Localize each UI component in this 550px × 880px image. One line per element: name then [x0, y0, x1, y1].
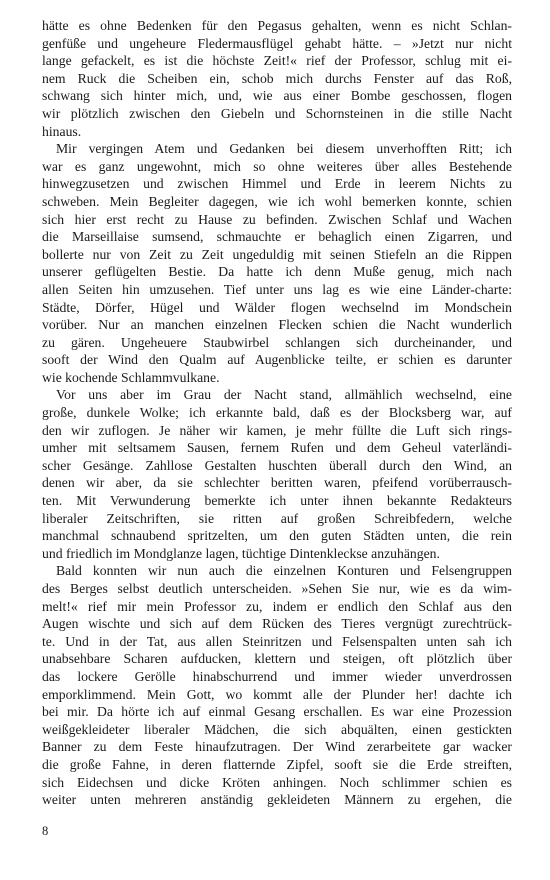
text-line: des Berges selbst deutlich unterscheiden. »Sehen Sie nur, wie es da wim- — [42, 581, 512, 596]
text-line: hätte es ohne Bedenken für den Pegasus gehalten, wenn es nicht Schlan- — [42, 18, 512, 33]
text-line: schweben. Mein Begleiter dagegen, wie ich wohl bemerken konnte, schien — [42, 193, 512, 209]
text-line: scher Gesänge. Zahllose Gestalten huschten überall durch den Wind, an — [42, 457, 512, 473]
text-line: weiter unten mehreren anständig gekleideten Männern zu ergehen, die — [42, 792, 512, 808]
text-line: das lockere Gerölle hinabschurrend und immer wieder unverdrossen — [42, 668, 512, 684]
text-line: te. Und in der Tat, aus allen Steinritzen und Felsenspalten unten sah ich — [42, 633, 512, 649]
text-line: wie kochende Schlammvulkane. — [42, 369, 220, 385]
text-line: melt!« rief mir mein Professor zu, indem er endlich den Schlaf aus den — [42, 598, 512, 614]
text-line: liberaler Zeitschriften, sie ritten auf großen Schreibfedern, welche — [42, 510, 512, 526]
text-line: sich hier erst recht zu Hause zu befinden. Zwischen Schlaf und Wachen — [42, 211, 512, 227]
text-line: zu gären. Ungeheuere Staubwirbel schlangen sich durcheinander, und — [42, 334, 512, 350]
text-line: weißgekleideter liberaler Mädchen, die sich abquälten, einen gestickten — [42, 721, 512, 737]
text-line: bollerte nur von Zeit zu Zeit ungeduldig mit seinen Stiefeln an die Rippen — [42, 246, 512, 262]
text-line: die große Fahne, in deren flatternde Zipfel, sooft sie die Erde streiften, — [42, 756, 512, 772]
text-line: den wir zuflogen. Je näher wir kamen, je mehr füllte die Luft sich rings- — [42, 422, 512, 438]
text-line: große, dunkele Wolke; ich erkannte bald, daß es der Blocksberg war, auf — [42, 405, 512, 421]
text-line: genfüße und ungeheure Fledermausflügel gehabt hätte. – »Jetzt nur nicht — [42, 35, 512, 51]
text-line: sooft der Wind den Qualm auf Augenblicke teilte, er schien es darunter — [42, 352, 512, 368]
text-line: und friedlich im Mondglanze lagen, tüchtige Dintenkleckse anzuhängen. — [42, 545, 440, 561]
body-text — [42, 17, 512, 809]
text-line: war es ganz ungewohnt, mich so ohne weiteres über alles Bestehende — [42, 158, 512, 174]
text-line: schwang sich hinter mich, und, wie aus einer Bombe geschossen, flogen — [42, 88, 512, 104]
text-line: Mir vergingen Atem und Gedanken bei diesem unverhofften Ritt; ich — [56, 141, 512, 157]
text-line: manchmal schnaubend spritzelten, um den guten Städten unten, die rein — [42, 528, 512, 544]
text-line: Bald konnten wir nun auch die einzelnen Konturen und Felsengruppen — [56, 563, 512, 579]
text-line: hinaus. — [42, 123, 82, 139]
text-line: Augen wischte und sich auf dem Rücken des Tieres vergnügt zurechtrück- — [42, 616, 512, 632]
text-line: umher mit seltsamem Sausen, fernem Rufen und dem Geheul vaterländi- — [42, 440, 512, 456]
text-line: Banner zu dem Feste hinaufzutragen. Der Wind zerarbeitete gar wacker — [42, 739, 512, 755]
text-line: unabsehbare Scharen aufducken, klettern und steigen, oft plötzlich über — [42, 651, 512, 667]
text-line: ten. Mit Verwunderung bemerkte ich unter ihnen bekannte Redakteurs — [42, 493, 512, 509]
text-line: allen Seiten hin umzusehen. Tief unter uns lag es wie eine Länder-charte: — [42, 281, 512, 297]
text-line: nem Ruck die Scheiben ein, schob mich durchs Fenster auf das Roß, — [42, 70, 512, 86]
text-line: vorüber. Nur an manchen einzelnen Flecken schien die Nacht wunderlich — [42, 317, 512, 333]
text-line: hinwegzusetzen und zwischen Himmel und Erde in leerem Nichts zu — [42, 176, 512, 192]
text-line: wir plötzlich zwischen den Giebeln und Schornsteinen in die stille Nacht — [42, 105, 512, 121]
text-line: unserer geflügelten Bestie. Da hatte ich denn Muße genug, mich nach — [42, 264, 512, 280]
text-line: denen wir aber, da sie schlechter beritten waren, pfeifend vorüberrausch- — [42, 475, 512, 491]
text-line: bei mir. Da hörte ich auf einmal Gesang erschallen. Es war eine Prozession — [42, 704, 512, 720]
text-line: Städte, Dörfer, Hügel und Wälder flogen wechselnd im Mondschein — [42, 299, 512, 315]
text-line: emporklimmend. Mein Gott, wo kommt alle der Plunder her! dachte ich — [42, 686, 512, 702]
text-line: die Marseillaise sumsend, schmauchte er behaglich einen Zigarren, und — [42, 229, 512, 245]
text-line: sich Eidechsen und dicke Kröten anhingen. Noch schlimmer schien es — [42, 774, 512, 790]
text-line: lange gefackelt, es ist die höchste Zeit!« rief der Professor, schlug mit ei- — [42, 53, 512, 69]
text-line: Vor uns aber im Grau der Nacht stand, allmählich wechselnd, eine — [56, 387, 512, 403]
page-number: 8 — [42, 824, 49, 838]
